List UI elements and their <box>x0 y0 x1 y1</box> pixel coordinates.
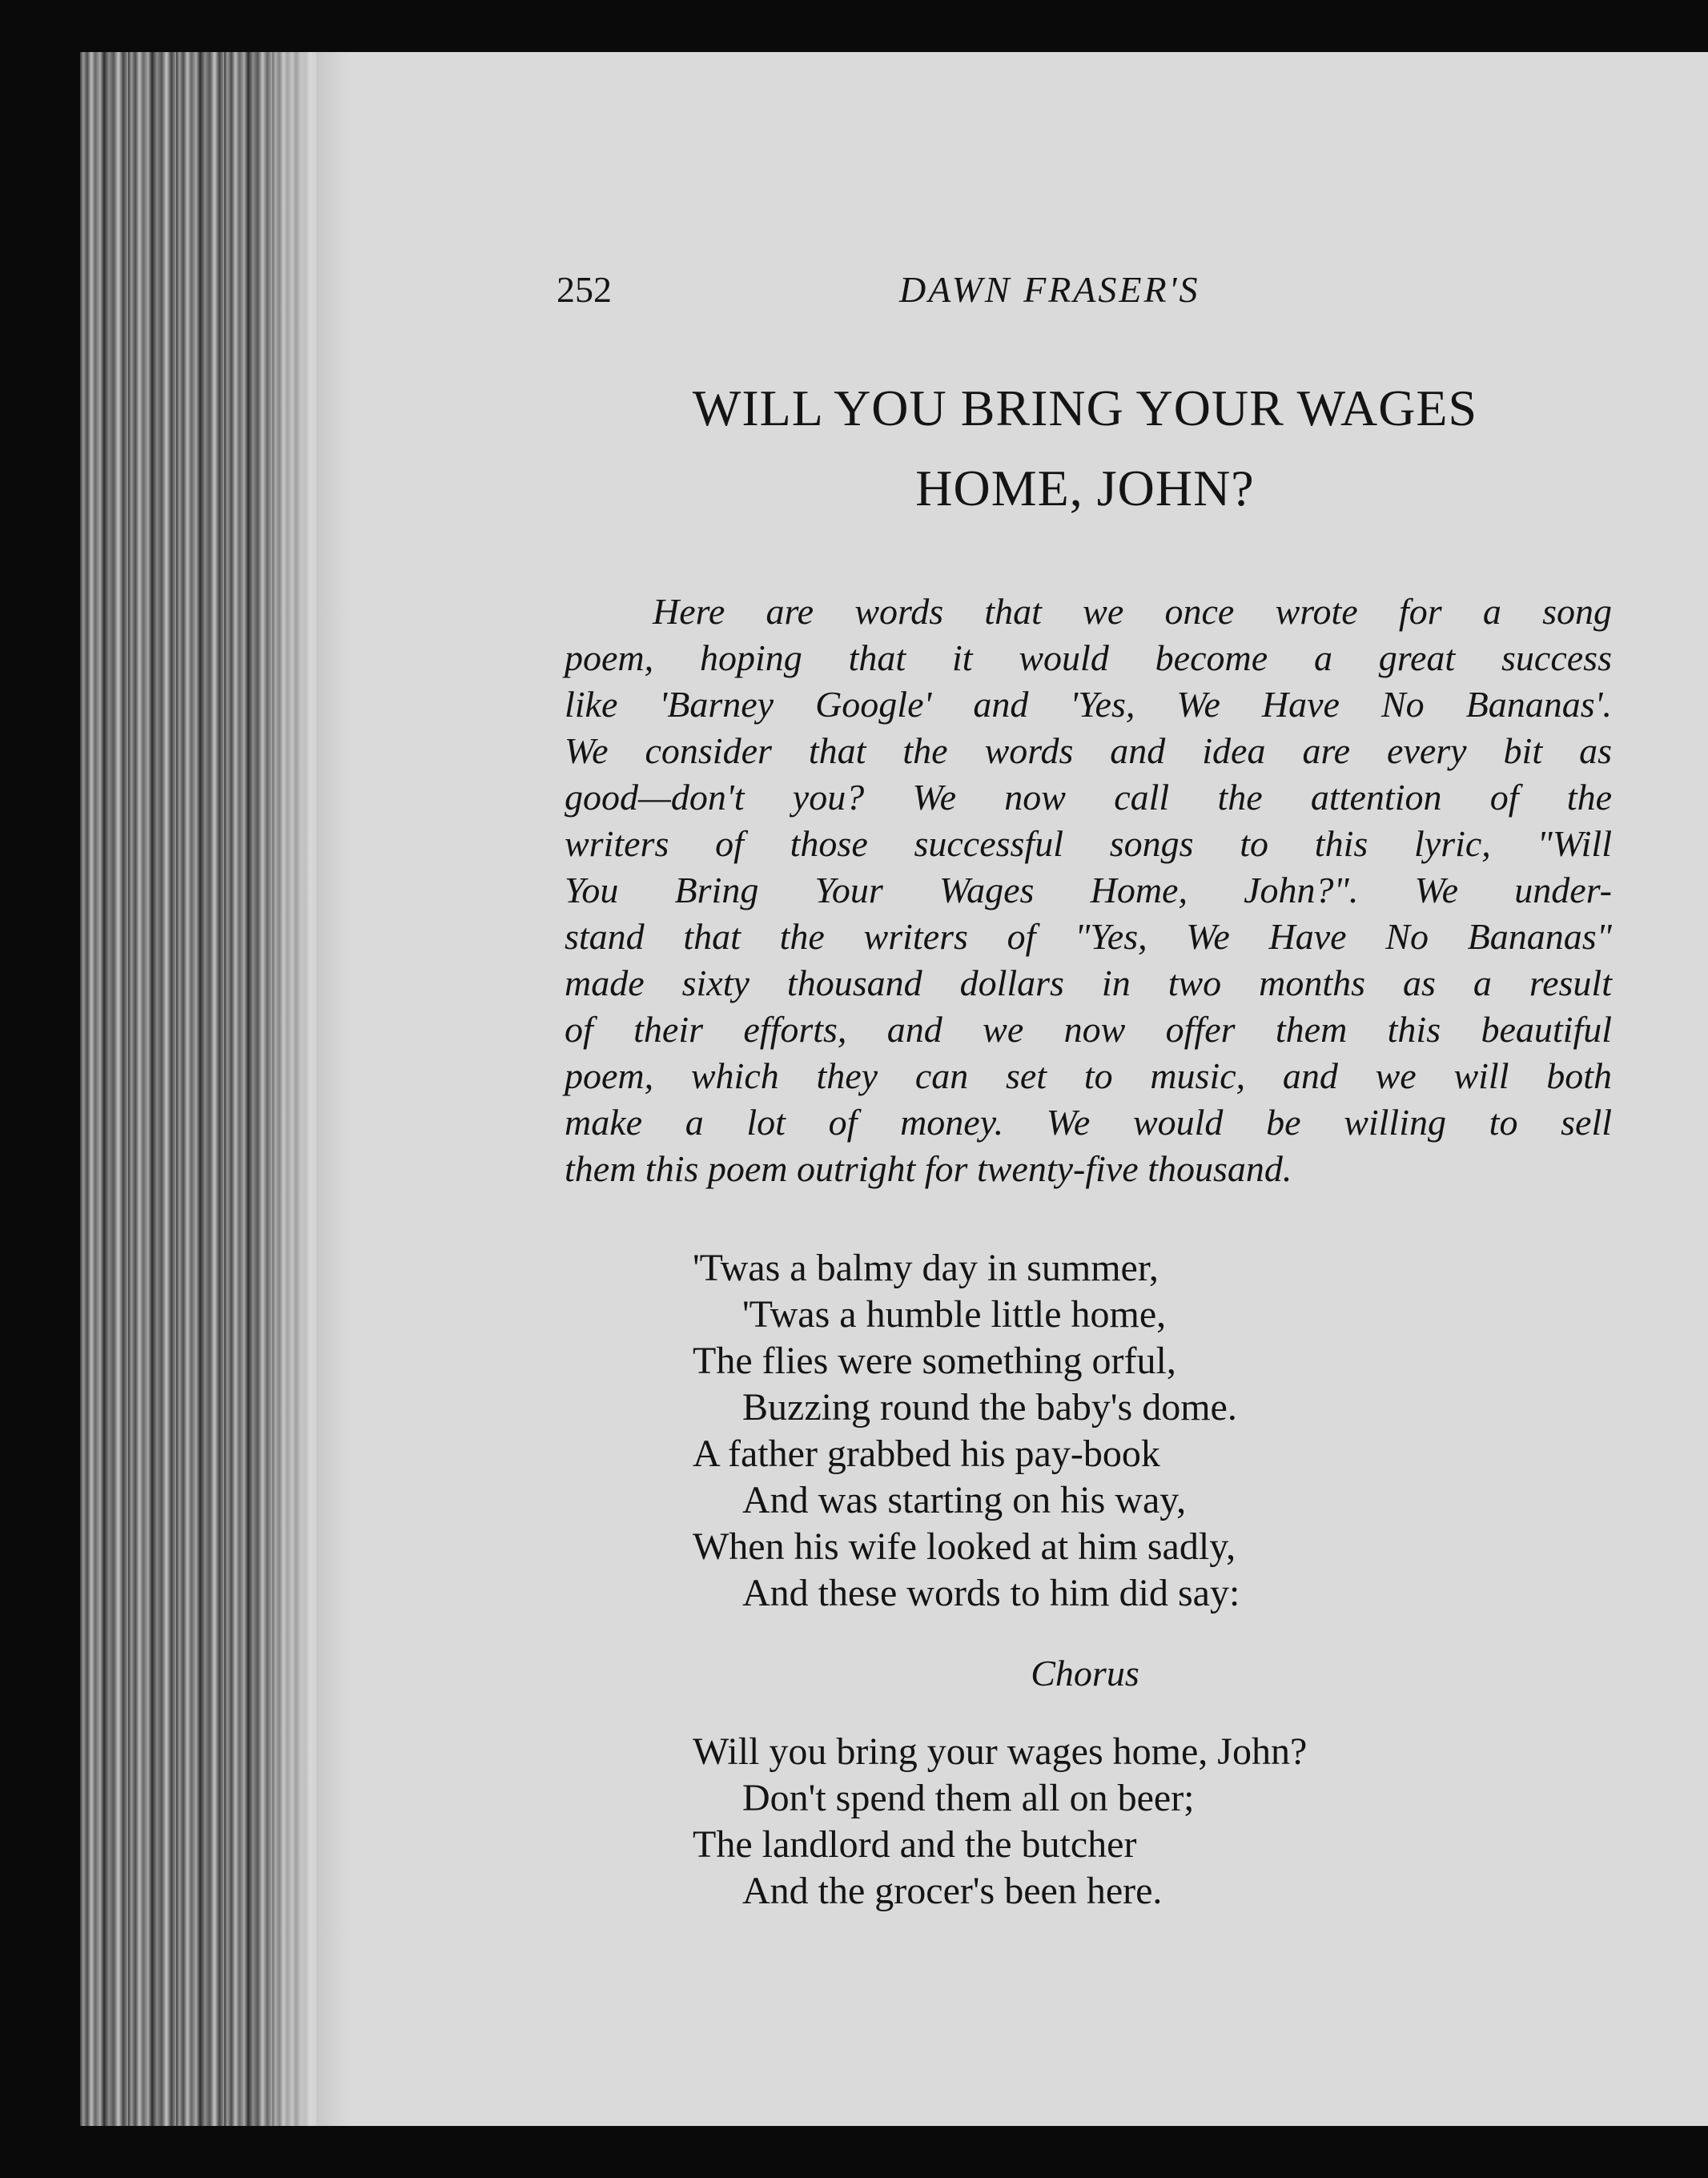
verse-line: The flies were something orful, <box>693 1340 1176 1382</box>
intro-line: of their efforts, and we now offer them this beautiful <box>565 1009 1612 1050</box>
book-page <box>316 52 1708 2126</box>
chorus-line: Don't spend them all on beer; <box>742 1777 1195 1819</box>
intro-line: like 'Barney Google' and 'Yes, We Have No Bananas'. <box>565 684 1612 725</box>
chorus-line: The landlord and the butcher <box>693 1823 1137 1866</box>
verse-stanza <box>693 1245 1240 1617</box>
verse-line: 'Twas a balmy day in summer, <box>693 1247 1159 1289</box>
intro-line: make a lot of money. We would be willing to sell <box>565 1102 1612 1143</box>
intro-line: poem, which they can set to music, and we will both <box>565 1055 1612 1096</box>
intro-line: made sixty thousand dollars in two months as a result <box>565 962 1612 1003</box>
poem-title <box>557 368 1614 528</box>
verse-line: A father grabbed his pay-book <box>693 1433 1160 1475</box>
verse-line: When his wife looked at him sadly, <box>693 1525 1236 1568</box>
page-number: 252 <box>557 269 612 310</box>
poem-title-line-1: WILL YOU BRING YOUR WAGES <box>692 380 1478 436</box>
book-page-edges <box>80 52 320 2126</box>
chorus-stanza <box>693 1729 1307 1915</box>
intro-line: Here are words that we once wrote for a song <box>653 591 1612 632</box>
poem-title-line-2: HOME, JOHN? <box>915 460 1255 516</box>
verse-line: 'Twas a humble little home, <box>742 1293 1167 1336</box>
intro-line: writers of those successful songs to this lyric, "Will <box>565 823 1612 864</box>
intro-line: You Bring Your Wages Home, John?". We under- <box>565 870 1612 910</box>
intro-line: them this poem outright for twenty-five thousand. <box>565 1148 1292 1189</box>
chorus-line: And the grocer's been here. <box>742 1870 1163 1912</box>
intro-line: good—don't you? We now call the attention of the <box>565 777 1612 818</box>
verse-line: And was starting on his way, <box>742 1479 1187 1521</box>
intro-paragraph <box>565 589 1612 1192</box>
intro-line: poem, hoping that it would become a great success <box>565 637 1612 678</box>
intro-line: stand that the writers of "Yes, We Have No Bananas" <box>565 916 1612 957</box>
chorus-heading: Chorus <box>1031 1653 1139 1694</box>
verse-line: Buzzing round the baby's dome. <box>742 1386 1237 1429</box>
intro-line: We consider that the words and idea are every bit as <box>565 730 1612 771</box>
verse-line: And these words to him did say: <box>742 1572 1240 1614</box>
chorus-line: Will you bring your wages home, John? <box>693 1730 1308 1773</box>
running-title: DAWN FRASER'S <box>899 269 1200 310</box>
running-head <box>316 268 1708 324</box>
